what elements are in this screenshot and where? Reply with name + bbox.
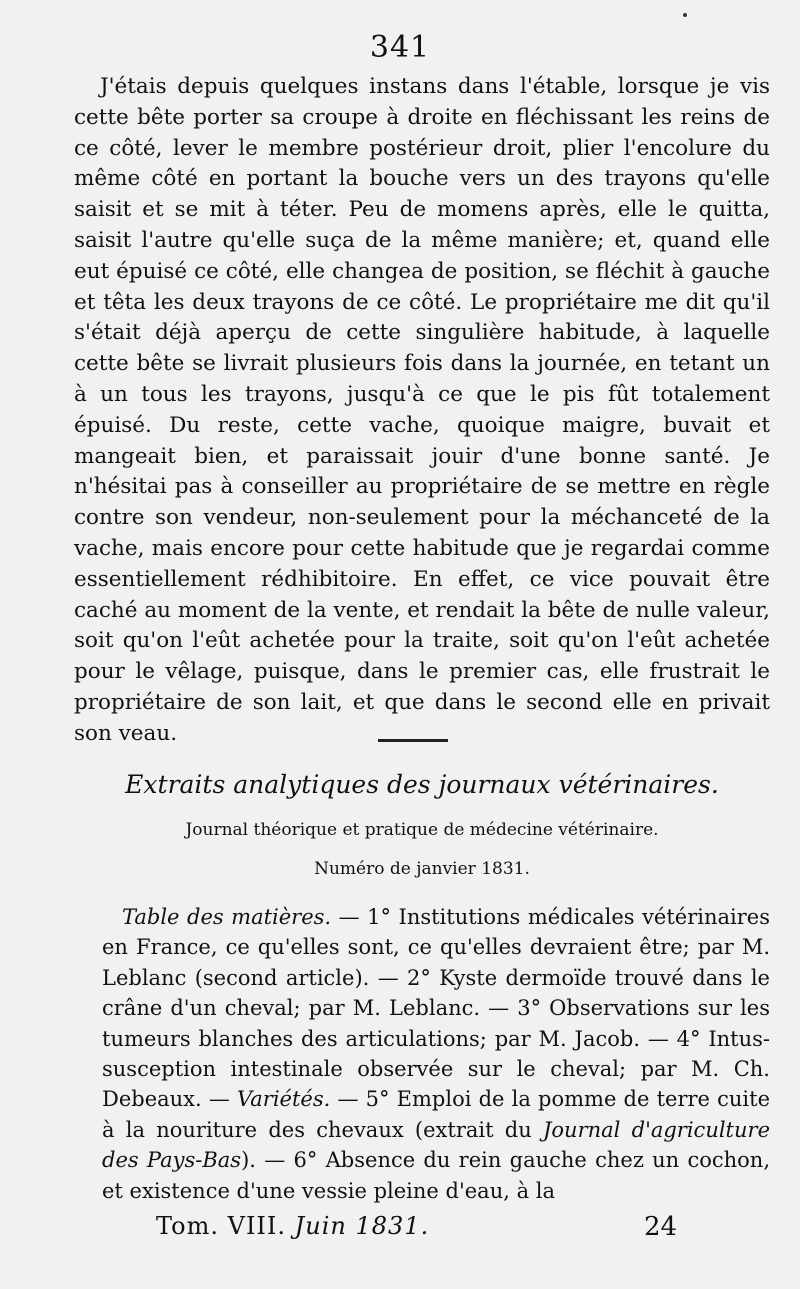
page-number: 341	[369, 30, 431, 65]
section-heading: Extraits analytiques des journaux vétérinaires.	[125, 770, 719, 799]
section-divider	[378, 739, 448, 742]
body-paragraph: J'étais depuis quelques instans dans l'étable, lorsque je vis cette bête porter sa croupe à droite en fléchissant les reins de ce côté, lever le membre postérieur droit, plier l'encolure du même côté en portant la bouche vers un des trayons qu'elle saisit et se mit à téter. Peu de momens après, elle le quitta, saisit l'autre qu'elle suça de la même manière; et, quand elle eut épuisé ce côté, elle changea de position, se fléchit à gauche et têta les deux trayons de ce côté. Le propriétaire me dit qu'il s'était déjà aperçu de cette singulière habitude, à laquelle cette bête se livrait plusieurs fois dans la journée, en tetant un à un tous les trayons, jusqu'à ce que le pis fût totalement épuisé. Du reste, cette vache, quoique maigre, buvait et mangeait bien, et paraissait jouir d'une bonne santé. Je n'hésitai pas à conseiller au propriétaire de se mettre en règle contre son vendeur, non-seulement pour la méchanceté de la vache, mais encore pour cette habitude que je regardai comme essentiellement rédhibitoire. En effet, ce vice pouvait être caché au moment de la vente, et rendait la bête de nulle valeur, soit qu'on l'eût achetée pour la traite, soit qu'on l'eût achetée pour le vêlage, puisque, dans le premier cas, elle frustrait le propriétaire de son lait, et que dans le second elle en privait son veau.	[74, 74, 770, 746]
signature-mark: 24	[644, 1212, 678, 1242]
ink-speck	[683, 13, 687, 17]
toc-part-3: ). — 6° Absence du rein gauche chez un cochon, et existence d'une vessie pleine d'eau, à la	[102, 1148, 770, 1203]
toc-part-1: — 1° Institutions médicales vétérinaires en France, ce qu'elles sont, ce qu'elles devraient être; par M. Leblanc (second article). — 2° Kyste dermoïde trouvé dans le crâne d'un cheval; par M. Leblanc. — 3° Observations sur les tumeurs blanches des articulations; par M. Jacob. — 4° Intus-susception intestinale observée sur le cheval; par M. Ch. Debeaux. —	[102, 905, 770, 1112]
footer-volume: Tom. VIII.	[156, 1212, 287, 1240]
footer-volume-date	[156, 1212, 429, 1240]
issue-line: Numéro de janvier 1831.	[314, 859, 530, 879]
footer-date: Juin 1831.	[294, 1212, 430, 1240]
toc-label: Table des matières.	[122, 905, 332, 929]
toc-part-2: — 5° Emploi de la pomme de terre cuite à la nouriture des chevaux (extrait du	[102, 1087, 770, 1142]
toc-varietes: Variétés.	[237, 1087, 331, 1112]
table-of-contents	[102, 902, 770, 1206]
journal-title: Journal théorique et pratique de médecine vétérinaire.	[185, 820, 659, 840]
body-text	[74, 72, 770, 750]
toc-journal-ref: Journal d'agriculture des Pays-Bas	[102, 1117, 770, 1173]
